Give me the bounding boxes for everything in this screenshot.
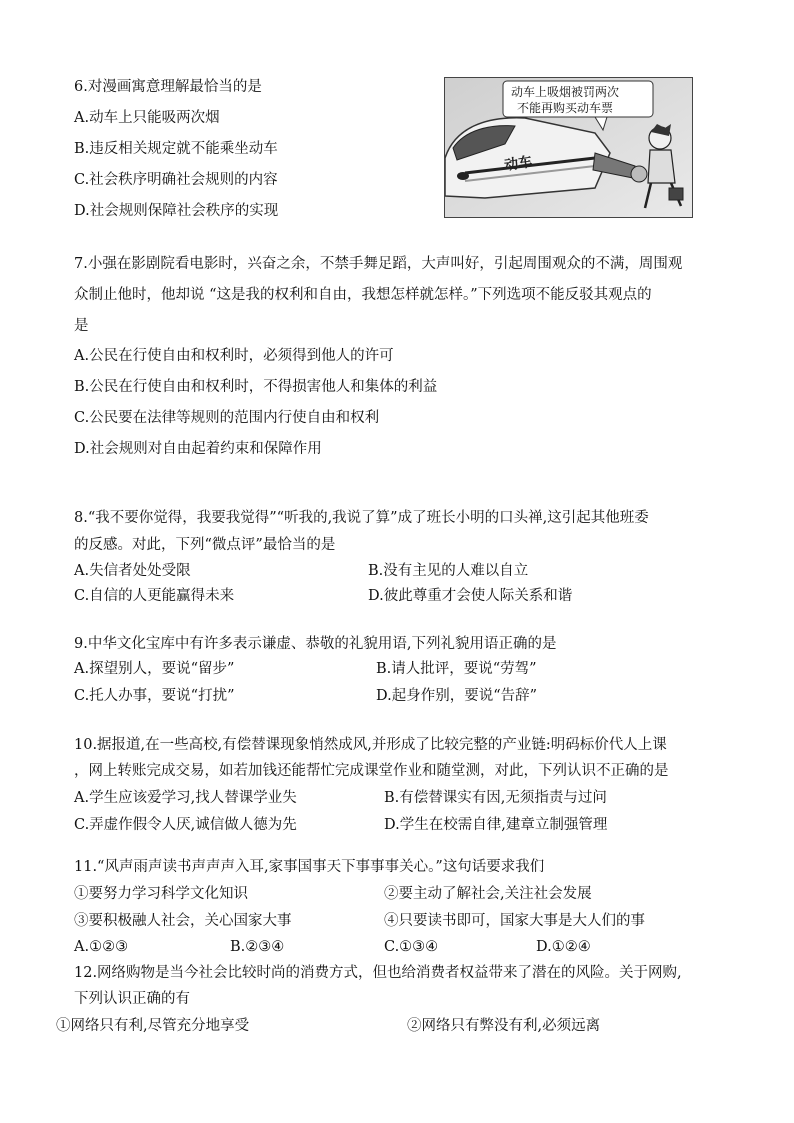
q8-stem-line-2: 的反感。对此，下列“微点评”最恰当的是 (74, 537, 336, 553)
bubble-line-1: 动车上吸烟被罚两次 (511, 85, 620, 99)
q8-option-d: D.彼此尊重才会使人际关系和谐 (368, 588, 573, 604)
q9-option-d: D.起身作别，要说“告辞” (376, 688, 538, 704)
q6-stem: 6.对漫画寓意理解最恰当的是 (74, 79, 262, 95)
q10-option-a: A.学生应该爱学习,找人替课学业失 (74, 790, 297, 806)
q7-stem-line-3: 是 (74, 318, 89, 334)
cartoon-image (444, 77, 693, 218)
q9-option-a: A.探望别人，要说“留步” (74, 661, 235, 677)
q7-stem-line-2: 众制止他时，他却说 “这是我的权利和自由，我想怎样就怎样。”下列选项不能反驳其观点的 (74, 287, 652, 303)
q7-option-d: D.社会规则对自由起着约束和保障作用 (74, 441, 322, 457)
q9-option-b: B.请人批评，要说“劳驾” (376, 661, 537, 677)
q12-statement-2: ②网络只有弊没有利,必须远离 (407, 1018, 601, 1034)
q11-statement-4: ④只要读书即可，国家大事是大人们的事 (384, 913, 645, 929)
train-label: 动车 (503, 154, 534, 174)
q10-option-d: D.学生在校需自律,建章立制强管理 (384, 817, 608, 833)
q7-option-b: B.公民在行使自由和权利时，不得损害他人和集体的利益 (74, 379, 438, 395)
q11-option-b: B.②③④ (230, 939, 285, 955)
q9-stem: 9.中华文化宝库中有许多表示谦虚、恭敬的礼貌用语,下列礼貌用语正确的是 (74, 636, 557, 652)
q10-stem-line-2: ，网上转账完成交易，如若加钱还能帮忙完成课堂作业和随堂测，对此，下列认识不正确的是 (74, 763, 669, 779)
q10-option-c: C.弄虚作假令人厌,诚信做人德为先 (74, 817, 297, 833)
q11-statement-2: ②要主动了解社会,关注社会发展 (384, 886, 592, 902)
q12-statement-1: ①网络只有利,尽管充分地享受 (56, 1018, 250, 1034)
q7-option-c: C.公民要在法律等规则的范围内行使自由和权利 (74, 410, 380, 426)
q6-option-d: D.社会规则保障社会秩序的实现 (74, 203, 279, 219)
q8-option-b: B.没有主见的人难以自立 (368, 563, 529, 579)
q12-stem-line-1: 12.网络购物是当今社会比较时尚的消费方式，但也给消费者权益带来了潜在的风险。关于网购, (74, 965, 682, 981)
q11-statement-1: ①要努力学习科学文化知识 (74, 886, 248, 902)
q8-stem-line-1: 8.“我不要你觉得，我要我觉得”“听我的,我说了算”成了班长小明的口头禅,这引起其他班委 (74, 510, 649, 526)
q6-option-a: A.动车上只能吸两次烟 (74, 110, 220, 126)
q10-option-b: B.有偿替课实有因,无须指责与过问 (384, 790, 607, 806)
q11-stem: 11.“风声雨声读书声声声入耳,家事国事天下事事事关心。”这句话要求我们 (74, 859, 545, 875)
bubble-line-2: 不能再购买动车票 (517, 101, 614, 115)
q8-option-c: C.自信的人更能赢得未来 (74, 588, 235, 604)
q8-option-a: A.失信者处处受限 (74, 563, 191, 579)
q6-option-b: B.违反相关规定就不能乘坐动车 (74, 141, 278, 157)
q11-option-c: C.①③④ (384, 939, 439, 955)
q9-option-c: C.托人办事，要说“打扰” (74, 688, 235, 704)
q6-option-c: C.社会秩序明确社会规则的内容 (74, 172, 278, 188)
q7-option-a: A.公民在行使自由和权利时，必须得到他人的许可 (74, 348, 394, 364)
q7-stem-line-1: 7.小强在影剧院看电影时，兴奋之余，不禁手舞足蹈，大声叫好，引起周围观众的不满，周围观 (74, 256, 683, 272)
q11-option-d: D.①②④ (536, 939, 591, 955)
q11-option-a: A.①②③ (74, 939, 129, 955)
q11-statement-3: ③要积极融人社会，关心国家大事 (74, 913, 292, 929)
q12-stem-line-2: 下列认识正确的有 (74, 991, 190, 1007)
q10-stem-line-1: 10.据报道,在一些高校,有偿替课现象悄然成风,并形成了比较完整的产业链:明码标价代人上课 (74, 737, 667, 753)
